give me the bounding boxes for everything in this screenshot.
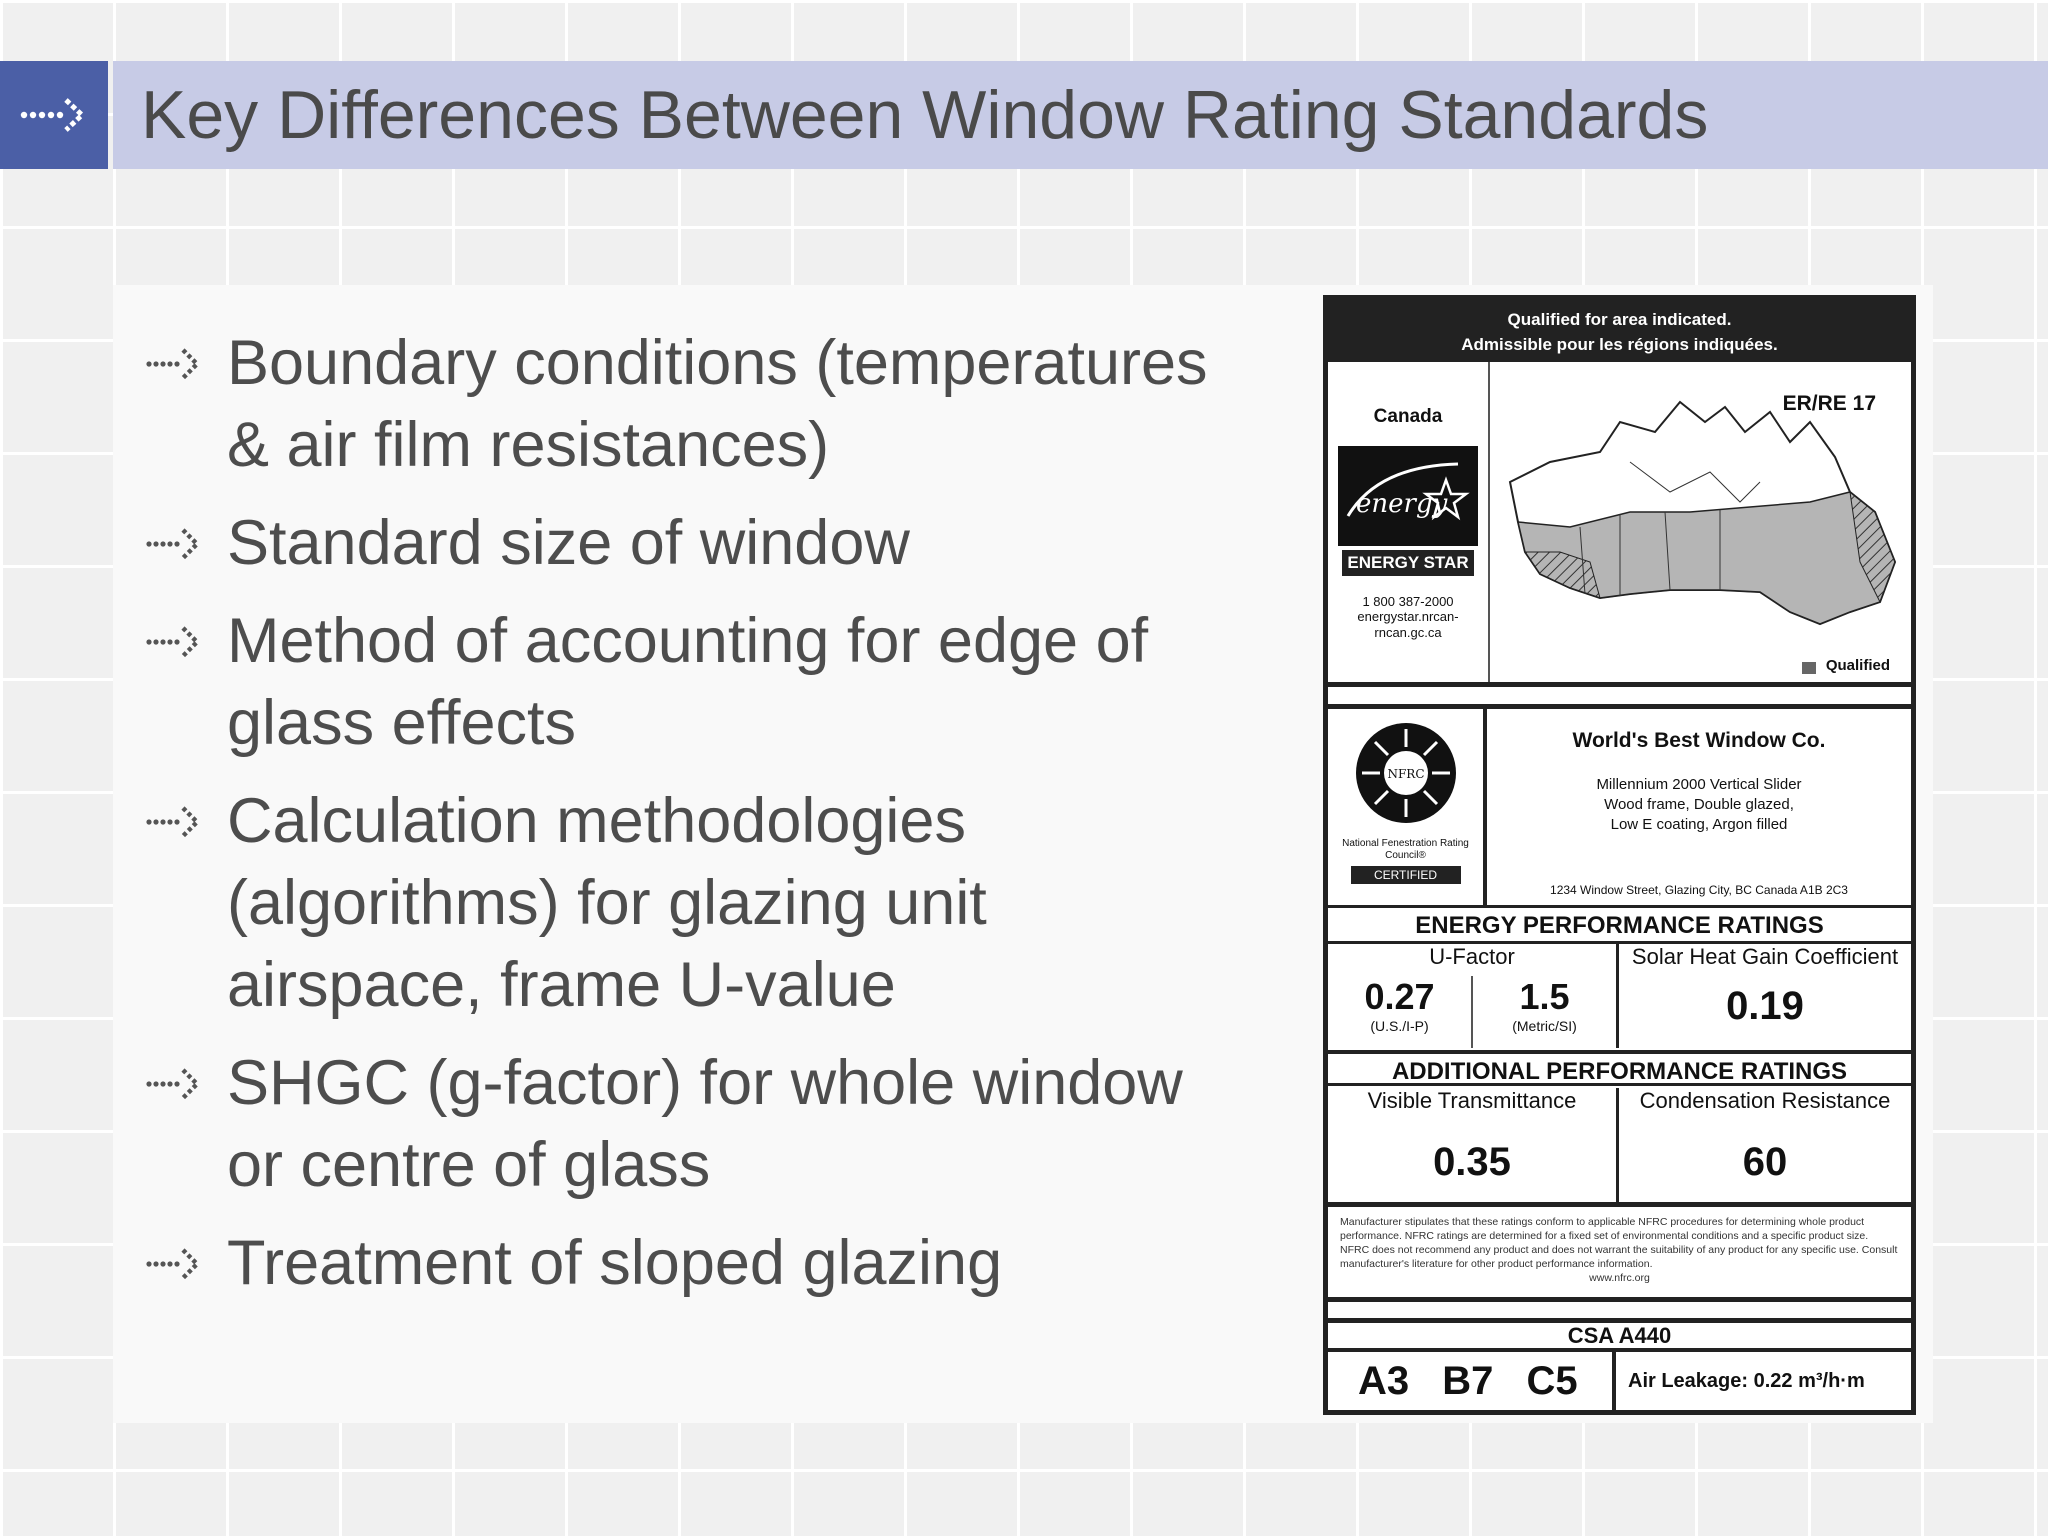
bullet-item: [145, 600, 1255, 764]
ufactor-si-cell: [1473, 976, 1619, 1048]
nfrc-seal-text: NFRC: [1386, 767, 1425, 781]
csa-heading: CSA A440: [1328, 1318, 1911, 1352]
header-line-2: Admissible pour les régions indiquées.: [1461, 335, 1778, 354]
cr-value: 60: [1742, 1140, 1788, 1184]
shgc-cell: [1619, 944, 1911, 1048]
window-rating-label: [1323, 295, 1916, 1415]
dotted-arrow-bullet-icon: [145, 1064, 203, 1104]
nfrc-seal-icon: [1346, 717, 1466, 827]
product-line-3: Low E coating, Argon filled: [1610, 816, 1788, 833]
dotted-arrow-bullet-icon: [145, 344, 203, 384]
ufactor-si-unit: (Metric/SI): [1512, 1018, 1577, 1034]
ufactor-us-unit: (U.S./I-P): [1370, 1018, 1429, 1034]
vt-cell: [1328, 1088, 1619, 1202]
dotted-arrow-bullet-icon: [145, 524, 203, 564]
csa-grades: A3 B7 C5: [1328, 1352, 1616, 1410]
bullet-item: [145, 1222, 1255, 1304]
header-line-1: Qualified for area indicated.: [1507, 310, 1732, 329]
canada-map-area: [1490, 362, 1910, 682]
ufactor-us-cell: [1328, 976, 1473, 1048]
bullet-list: [145, 322, 1255, 1320]
energy-star-header: [1328, 300, 1911, 362]
ufactor-label: U-Factor: [1429, 944, 1515, 969]
energy-script-text: energy: [1356, 489, 1448, 519]
air-leakage: Air Leakage: 0.22 m³/h·m: [1628, 1370, 1865, 1392]
dotted-arrow-bullet-icon: [145, 622, 203, 662]
nfrc-certified: CERTIFIED: [1351, 866, 1461, 884]
bullet-text: Standard size of window: [227, 508, 910, 578]
product-description: [1487, 775, 1911, 835]
nfrc-product-info: [1487, 709, 1911, 905]
er-rating: ER/RE 17: [1782, 392, 1876, 415]
nfrc-council: National Fenestration Rating Council®: [1342, 838, 1469, 861]
csa-row: [1328, 1352, 1911, 1410]
title-bar: [113, 61, 2048, 169]
disclaimer-url: www.nfrc.org: [1589, 1272, 1650, 1284]
additional-ratings-heading: ADDITIONAL PERFORMANCE RATINGS: [1328, 1050, 1911, 1086]
vt-label: Visible Transmittance: [1367, 1088, 1577, 1113]
qualified-legend: Qualified: [1825, 657, 1890, 674]
bullet-text: Treatment of sloped glazing: [227, 1228, 1003, 1298]
cr-cell: [1619, 1088, 1911, 1202]
energy-ratings-heading: ENERGY PERFORMANCE RATINGS: [1328, 908, 1911, 944]
cr-label: Condensation Resistance: [1639, 1088, 1891, 1113]
bullet-text: Method of accounting for edge of glass effects: [227, 606, 1149, 758]
nfrc-seal-area: [1328, 709, 1487, 905]
dotted-arrow-bullet-icon: [145, 1244, 203, 1284]
company-name: World's Best Window Co.: [1572, 729, 1826, 752]
slide-title: Key Differences Between Window Rating Standards: [141, 77, 1709, 153]
manufacturer-address: 1234 Window Street, Glazing City, BC Canada A1B 2C3: [1550, 883, 1848, 897]
bullet-item: [145, 1042, 1255, 1206]
ufactor-si-value: 1.5: [1519, 976, 1570, 1017]
bullet-item: [145, 502, 1255, 584]
energy-star-left: [1328, 362, 1490, 682]
disclaimer-text: Manufacturer stipulates that these ratings conform to applicable NFRC procedures for determining whole product performance. NFRC ratings are determined for a fixed set of environmental conditions and a specific product size. NFRC does not recommend any product and does not warrant the suitability of any product for any specific use. Consult manufacturer's literature for other product performance information.: [1340, 1216, 1898, 1270]
website: energystar.nrcan-rncan.gc.ca: [1357, 609, 1459, 640]
energy-star-text: ENERGY STAR: [1342, 550, 1474, 576]
dotted-arrow-bullet-icon: [145, 802, 203, 842]
bullet-text: SHGC (g-factor) for whole window or centre of glass: [227, 1048, 1183, 1200]
phone-number: 1 800 387-2000: [1362, 594, 1454, 609]
ufactor-us-value: 0.27: [1364, 976, 1435, 1017]
energy-star-section: [1328, 362, 1911, 687]
ufactor-label-cell: [1328, 944, 1619, 976]
shgc-label: Solar Heat Gain Coefficient: [1631, 944, 1899, 969]
energy-star-logo: [1338, 446, 1478, 546]
bullet-text: Boundary conditions (temperatures & air film resistances): [227, 328, 1208, 480]
product-line-1: Millennium 2000 Vertical Slider: [1596, 776, 1802, 793]
vt-value: 0.35: [1433, 1140, 1511, 1184]
nfrc-section: [1328, 704, 1911, 908]
disclaimer: [1328, 1202, 1911, 1302]
country-label: Canada: [1373, 406, 1443, 427]
bullet-item: [145, 780, 1255, 1026]
energy-star-logo-icon: [1338, 446, 1478, 546]
title-arrow-icon-box: [0, 61, 108, 169]
bullet-text: Calculation methodologies (algorithms) for glazing unit airspace, frame U-value: [227, 786, 987, 1020]
shgc-value: 0.19: [1726, 984, 1804, 1028]
product-line-2: Wood frame, Double glazed,: [1604, 796, 1794, 813]
bullet-item: [145, 322, 1255, 486]
dotted-arrow-icon: [18, 95, 90, 135]
